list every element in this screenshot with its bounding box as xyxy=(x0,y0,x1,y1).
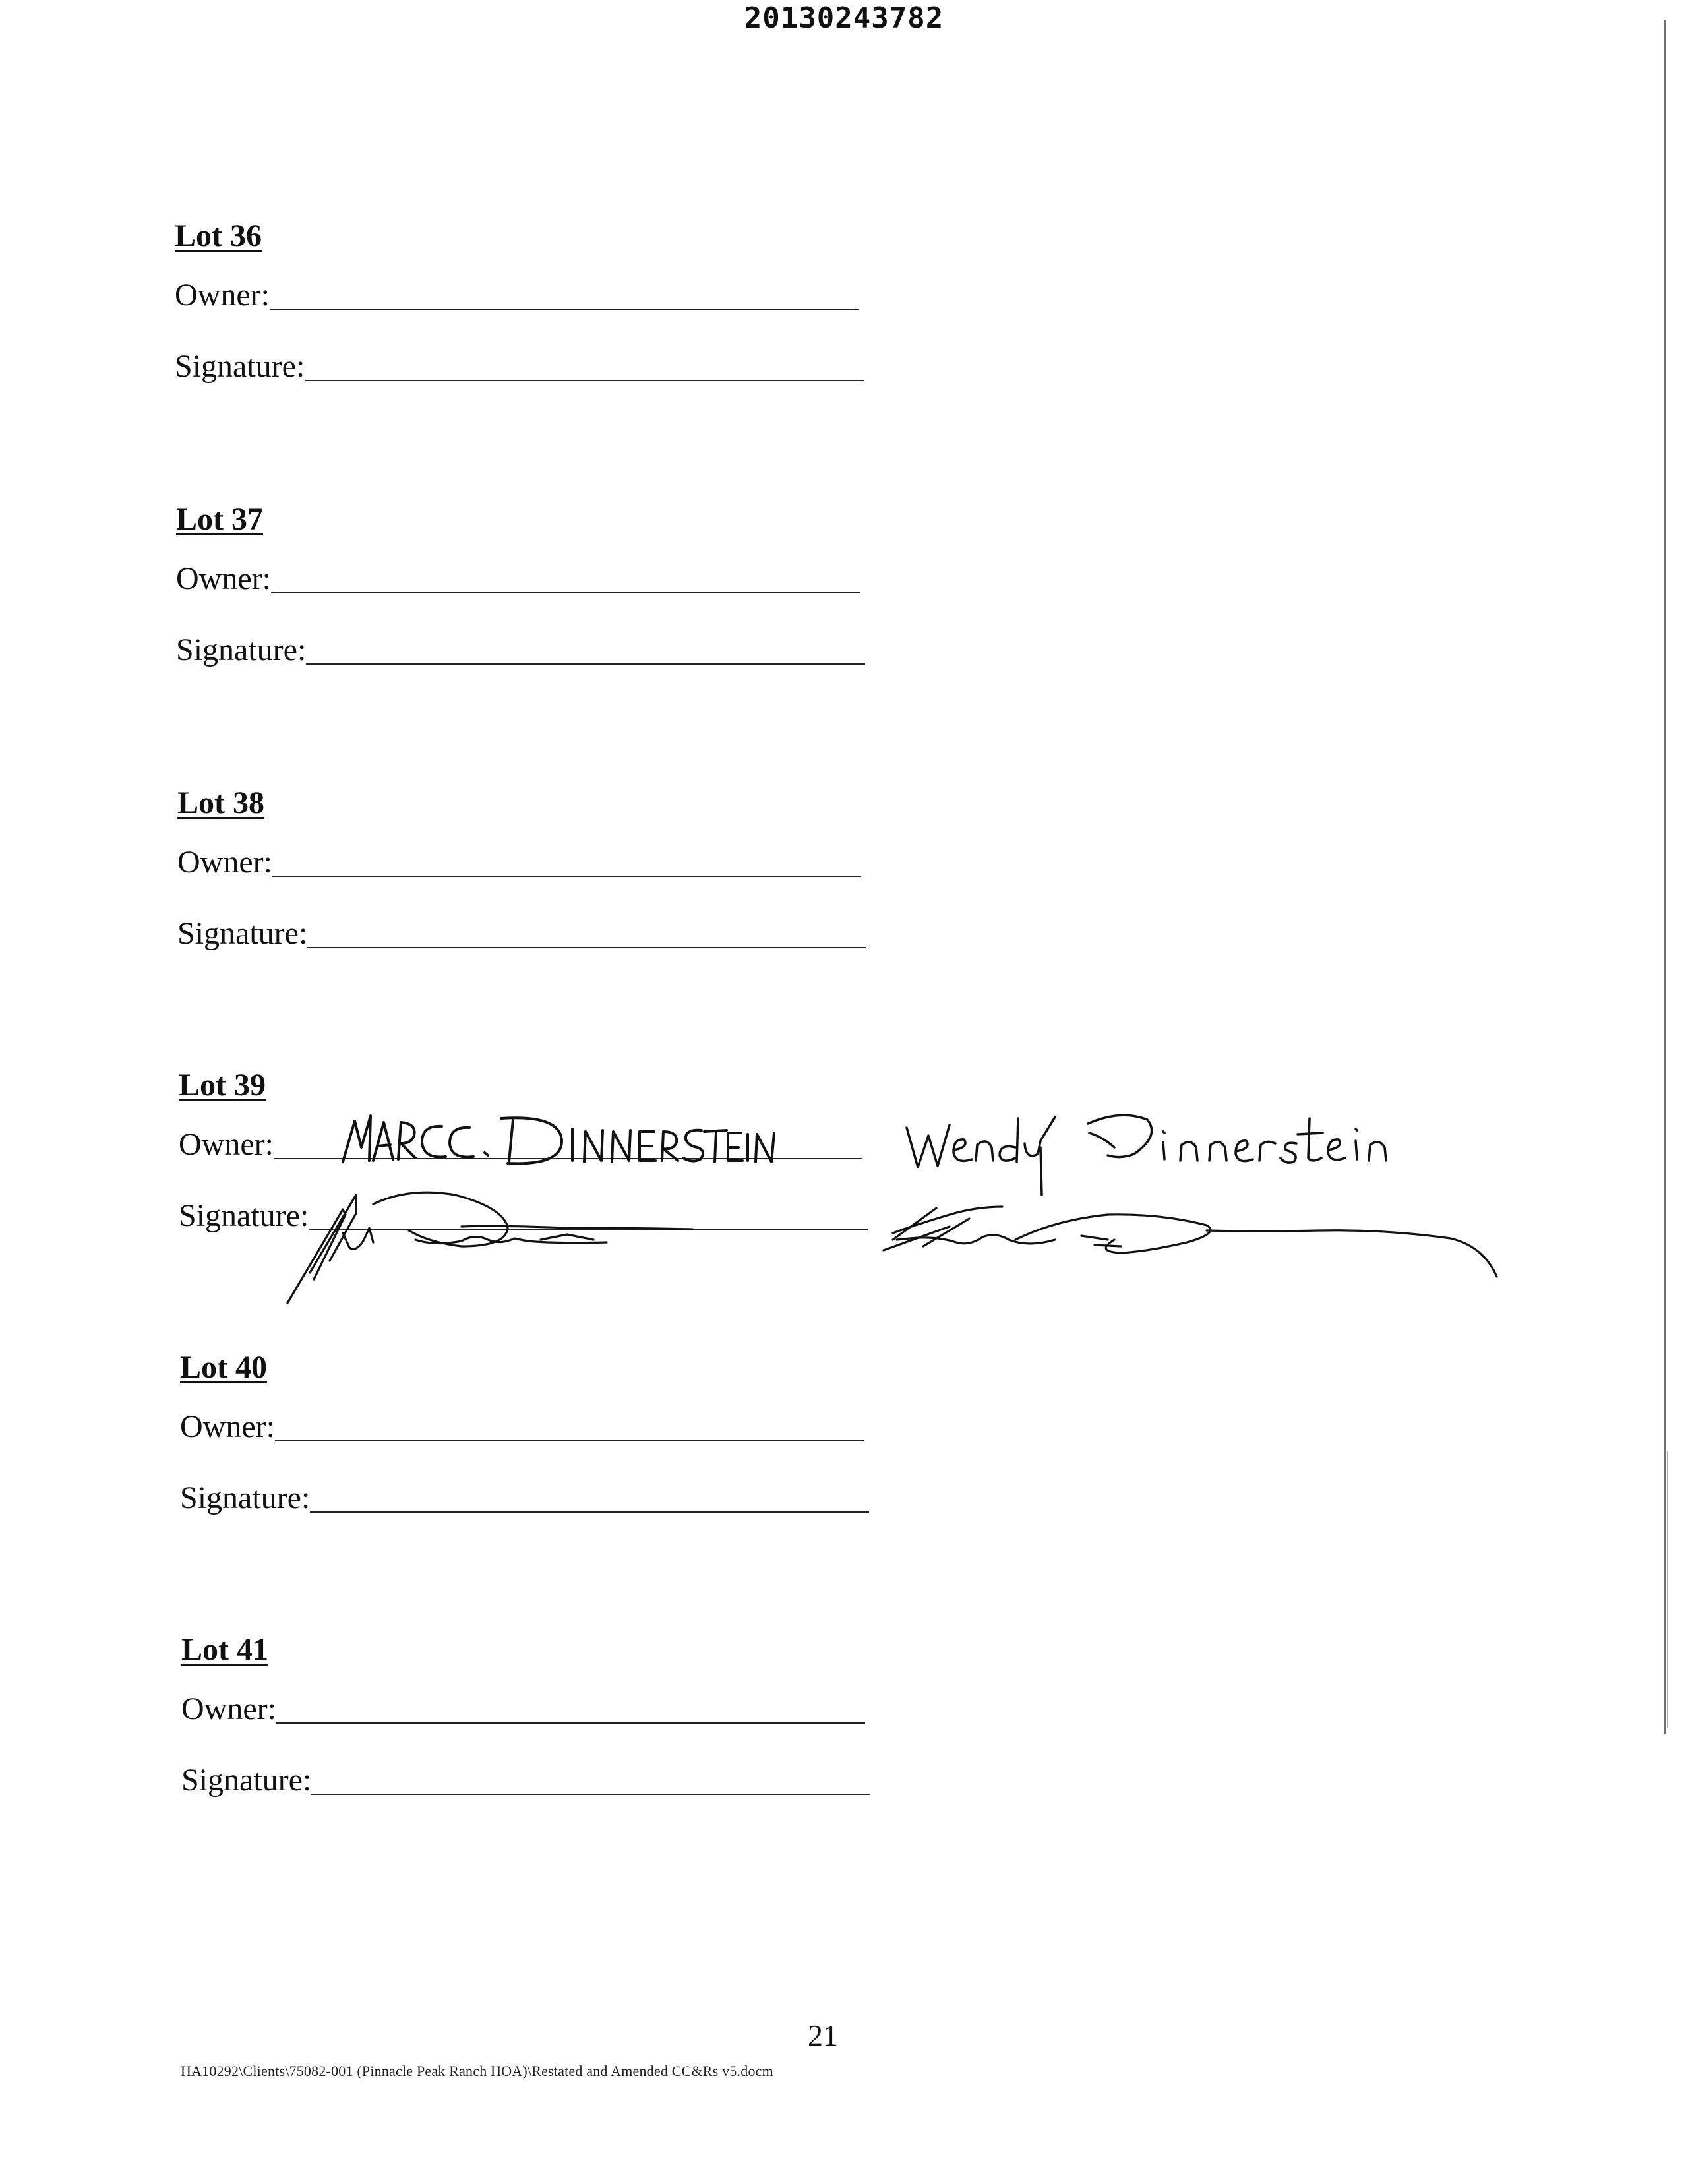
signature-field[interactable] xyxy=(176,634,865,666)
owner-label: Owner: xyxy=(177,845,272,880)
owner-line xyxy=(271,592,860,593)
signature-field[interactable] xyxy=(177,918,866,950)
signature-line xyxy=(306,663,865,665)
scan-edge-line xyxy=(1664,20,1666,1734)
signature-field[interactable] xyxy=(180,1482,869,1514)
owner-label: Owner: xyxy=(176,561,271,596)
signature-line xyxy=(307,947,866,948)
lot-title: Lot 36 xyxy=(175,218,262,253)
lot-title: Lot 39 xyxy=(179,1068,266,1103)
signature-line xyxy=(310,1511,869,1513)
handwritten-signature-wendy xyxy=(884,1207,1497,1277)
lot-title: Lot 40 xyxy=(180,1350,267,1385)
owner-field[interactable] xyxy=(175,280,859,311)
lot-title: Lot 37 xyxy=(176,502,263,537)
page-number: 21 xyxy=(808,2018,838,2052)
lot-title: Lot 38 xyxy=(177,785,264,820)
signature-line xyxy=(311,1794,870,1795)
owner-field[interactable] xyxy=(177,847,861,878)
lot-title: Lot 41 xyxy=(181,1632,268,1667)
signature-field[interactable] xyxy=(175,351,864,382)
lot-38-block xyxy=(177,785,308,951)
owner-field[interactable] xyxy=(179,1129,862,1161)
signature-label: Signature: xyxy=(175,349,305,384)
signature-line xyxy=(305,380,864,381)
signature-label: Signature: xyxy=(181,1763,312,1798)
footer-file-path: HA10292\Clients\75082-001 (Pinnacle Peak Ranch HOA)\Restated and Amended CC&Rs v5.docm xyxy=(181,2063,773,2079)
lot-41-block xyxy=(181,1631,312,1798)
owner-label: Owner: xyxy=(180,1409,275,1444)
lot-37-block xyxy=(176,501,307,667)
signature-label: Signature: xyxy=(176,632,307,667)
owner-label: Owner: xyxy=(175,278,270,313)
lot-39-block xyxy=(179,1067,309,1233)
scan-edge-line-secondary xyxy=(1667,1451,1668,1728)
signature-label: Signature: xyxy=(180,1480,311,1515)
owner-field[interactable] xyxy=(176,563,860,595)
owner-line xyxy=(276,1722,865,1724)
signature-label: Signature: xyxy=(179,1198,309,1233)
signature-line xyxy=(309,1229,868,1230)
owner-field[interactable] xyxy=(181,1693,865,1725)
owner-label: Owner: xyxy=(179,1127,274,1162)
owner-line xyxy=(272,876,861,877)
signature-field[interactable] xyxy=(179,1200,868,1232)
lot-36-block xyxy=(175,218,305,384)
lot-40-block xyxy=(180,1349,311,1515)
handwritten-owner-name-wendy xyxy=(907,1115,1386,1195)
owner-line xyxy=(275,1440,864,1441)
recording-number: 20130243782 xyxy=(744,1,944,35)
owner-field[interactable] xyxy=(180,1411,864,1443)
signature-label: Signature: xyxy=(177,916,308,951)
owner-label: Owner: xyxy=(181,1691,276,1726)
owner-line xyxy=(274,1158,862,1159)
owner-line xyxy=(270,309,859,310)
signature-field[interactable] xyxy=(181,1765,870,1796)
